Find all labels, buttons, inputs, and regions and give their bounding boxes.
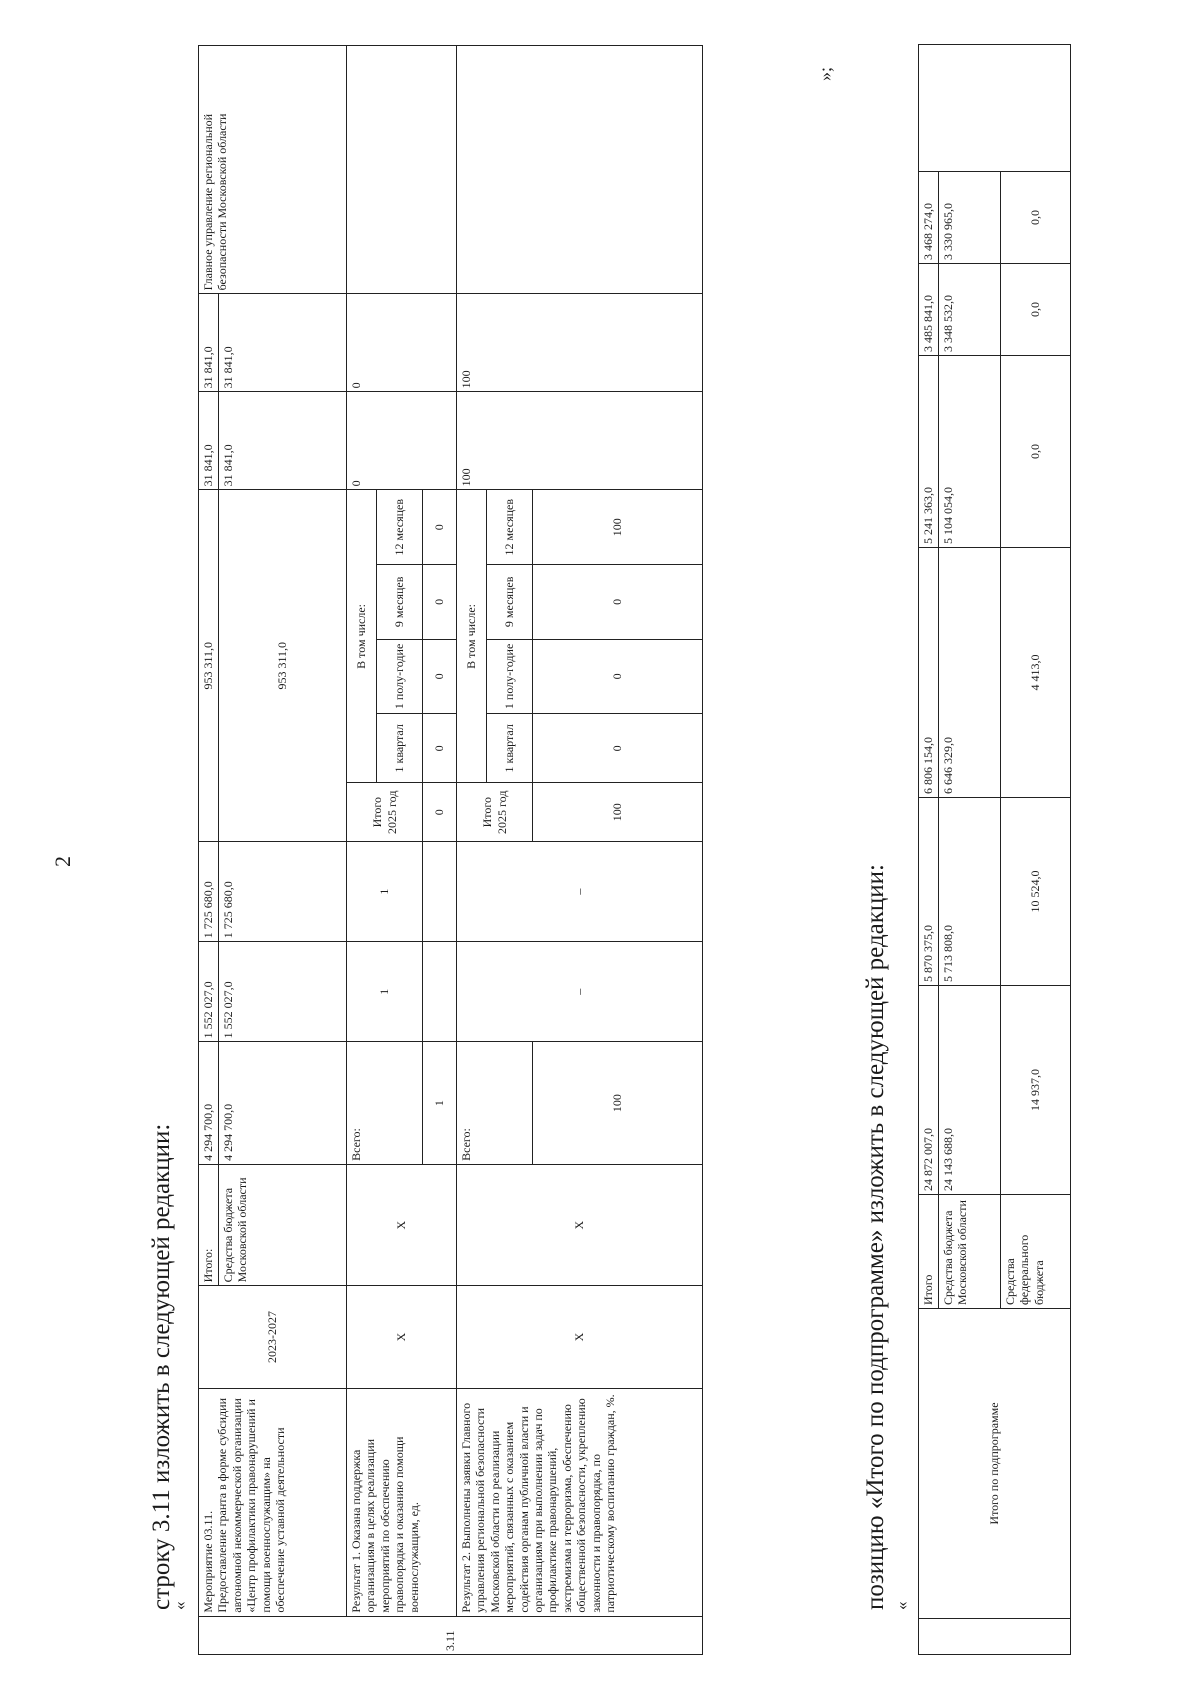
result1-q1-label: 1 квартал <box>377 714 423 783</box>
row-3-11-table <box>198 45 703 1655</box>
measure-total-2023: 1 552 027,0 <box>199 942 219 1042</box>
result1-in-that-label: В том числе: <box>347 490 377 783</box>
result2-q1-label: 1 квартал <box>487 714 533 783</box>
subprogram-itogo-2023: 5 870 375,0 <box>919 798 939 986</box>
measure-description-cell <box>199 1388 347 1616</box>
result1-2023: 1 <box>347 942 423 1042</box>
result1-q1-value: 0 <box>423 714 457 783</box>
page-number: 2 <box>50 856 75 867</box>
open-quote: « <box>170 1601 189 1610</box>
result2-itogo-value: 100 <box>533 783 703 842</box>
result1-2027: 0 <box>347 294 457 392</box>
subprogram-executor-empty <box>919 45 1071 172</box>
measure-total-2025: 953 311,0 <box>199 490 219 842</box>
subprogram-itogo-2025: 5 241 363,0 <box>919 356 939 548</box>
subprogram-total-table <box>918 44 1071 1655</box>
subprogram-itogo-2026: 3 485 841,0 <box>919 264 939 356</box>
subprogram-label: Итого по подпрограмме <box>919 1309 1071 1619</box>
measure-total-2024: 1 725 680,0 <box>199 842 219 942</box>
result2-x: X <box>457 1286 703 1388</box>
result2-m9-value: 0 <box>533 565 703 640</box>
subprogram-mo-2025: 5 104 054,0 <box>939 356 1001 548</box>
result1-m12-value: 0 <box>423 490 457 565</box>
subprogram-row-itogo-source: Итого <box>919 1195 939 1309</box>
result2-itogo-label: Итого 2025 год <box>457 783 533 842</box>
measure-total-label: Итого: <box>199 1164 219 1285</box>
subprogram-fed-2024: 4 413,0 <box>1001 548 1071 798</box>
measure-source-2027: 31 841,0 <box>219 294 347 392</box>
result1-m9-value: 0 <box>423 565 457 640</box>
instruction-heading-row-3-11: строку 3.11 изложить в следующей редакции: <box>148 1123 175 1610</box>
measure-source-label: Средства бюджета Московской области <box>219 1164 347 1285</box>
result2-2023: – <box>457 942 703 1042</box>
measure-source-2023: 1 552 027,0 <box>219 942 347 1042</box>
result1-itogo-value: 0 <box>423 783 457 842</box>
measure-title: Мероприятие 03.11. <box>201 1510 215 1613</box>
result1-2023-value-empty <box>423 942 457 1042</box>
result1-m12-label: 12 месяцев <box>377 490 423 565</box>
result2-m12-value: 100 <box>533 490 703 565</box>
result1-2024-value-empty <box>423 842 457 942</box>
result1-m9-label: 9 месяцев <box>377 565 423 640</box>
result1-h1-label: 1 полу-годие <box>377 639 423 714</box>
measure-period: 2023-2027 <box>199 1286 347 1388</box>
subprogram-mo-2026: 3 348 532,0 <box>939 264 1001 356</box>
subprogram-empty-num <box>919 1619 1071 1655</box>
measure-source-2024: 1 725 680,0 <box>219 842 347 942</box>
row-number: 3.11 <box>443 1630 458 1651</box>
result1-h1-value: 0 <box>423 639 457 714</box>
measure-executor: Главное управление региональной безопасности Московской области <box>199 46 347 294</box>
result1-2026: 0 <box>347 392 457 490</box>
result2-h1-label: 1 полу-годие <box>487 639 533 714</box>
result2-text: Результат 2. Выполнены заявки Главного управления региональной безопасности Московской области по реализации мероприятий, связанных с оказанием содействия органам публичной власти и организациям при выполнении задач по профилактике правонарушений, экстремизма и терроризма, обеспечению общественной безопасности, укреплению законности и правопорядка, по патриотическому воспитанию граждан, %. <box>457 1388 703 1616</box>
measure-source-2026: 31 841,0 <box>219 392 347 490</box>
subprogram-itogo-2024: 6 806 154,0 <box>919 548 939 798</box>
result2-2026: 100 <box>457 392 703 490</box>
result2-total-label: Всего: <box>457 1042 533 1165</box>
subprogram-fed-2023: 10 524,0 <box>1001 798 1071 986</box>
subprogram-fed-2025: 0,0 <box>1001 356 1071 548</box>
measure-total-sum: 4 294 700,0 <box>199 1042 219 1165</box>
subprogram-fed-sum: 14 937,0 <box>1001 986 1071 1195</box>
result2-executor-empty <box>457 46 703 294</box>
instruction-heading-subprogram-total: позицию «Итого по подпрограмме» изложить в следующей редакции: <box>862 864 889 1610</box>
subprogram-fed-2026: 0,0 <box>1001 264 1071 356</box>
measure-source-sum: 4 294 700,0 <box>219 1042 347 1165</box>
rotated-page <box>30 27 1180 1667</box>
result2-total-value: 100 <box>533 1042 703 1165</box>
open-quote-2: « <box>892 1601 911 1610</box>
measure-total-2026: 31 841,0 <box>199 392 219 490</box>
result1-2024: 1 <box>347 842 423 942</box>
row-number-cell <box>199 1616 703 1654</box>
result1-x: X <box>347 1286 457 1388</box>
result2-m12-label: 12 месяцев <box>487 490 533 565</box>
result2-2024: – <box>457 842 703 942</box>
subprogram-itogo-2027: 3 468 274,0 <box>919 172 939 264</box>
subprogram-fed-2027: 0,0 <box>1001 172 1071 264</box>
result1-executor-empty <box>347 46 457 294</box>
result1-itogo-label: Итого 2025 год <box>347 783 423 842</box>
result2-x2: X <box>457 1164 703 1285</box>
result1-total-label: Всего: <box>347 1042 423 1165</box>
result2-in-that-label: В том числе: <box>457 490 487 783</box>
subprogram-mo-2024: 6 646 329,0 <box>939 548 1001 798</box>
result2-h1-value: 0 <box>533 639 703 714</box>
result2-m9-label: 9 месяцев <box>487 565 533 640</box>
measure-total-2027: 31 841,0 <box>199 294 219 392</box>
result1-x2: X <box>347 1164 457 1285</box>
subprogram-row-mo-source: Средства бюджета Московской области <box>939 1195 1001 1309</box>
result1-text: Результат 1. Оказана поддержка организациям в целях реализации мероприятий по обеспечению правопорядка и оказанию помощи военнослужащим, ед. <box>347 1388 457 1616</box>
subprogram-itogo-sum: 24 872 007,0 <box>919 986 939 1195</box>
result2-q1-value: 0 <box>533 714 703 783</box>
subprogram-mo-2023: 5 713 808,0 <box>939 798 1001 986</box>
subprogram-row-fed-source: Средства федерального бюджета <box>1001 1195 1071 1309</box>
subprogram-mo-sum: 24 143 688,0 <box>939 986 1001 1195</box>
measure-description: Предоставление гранта в форме субсидии автономной некоммерческой организации «Центр профилактики правонарушений и помощи военнослужащим» на обеспечение уставной деятельности <box>215 1397 287 1613</box>
close-quote: »; <box>815 66 835 81</box>
result2-2027: 100 <box>457 294 703 392</box>
measure-source-2025: 953 311,0 <box>219 490 347 842</box>
subprogram-mo-2027: 3 330 965,0 <box>939 172 1001 264</box>
result1-total-value: 1 <box>423 1042 457 1165</box>
